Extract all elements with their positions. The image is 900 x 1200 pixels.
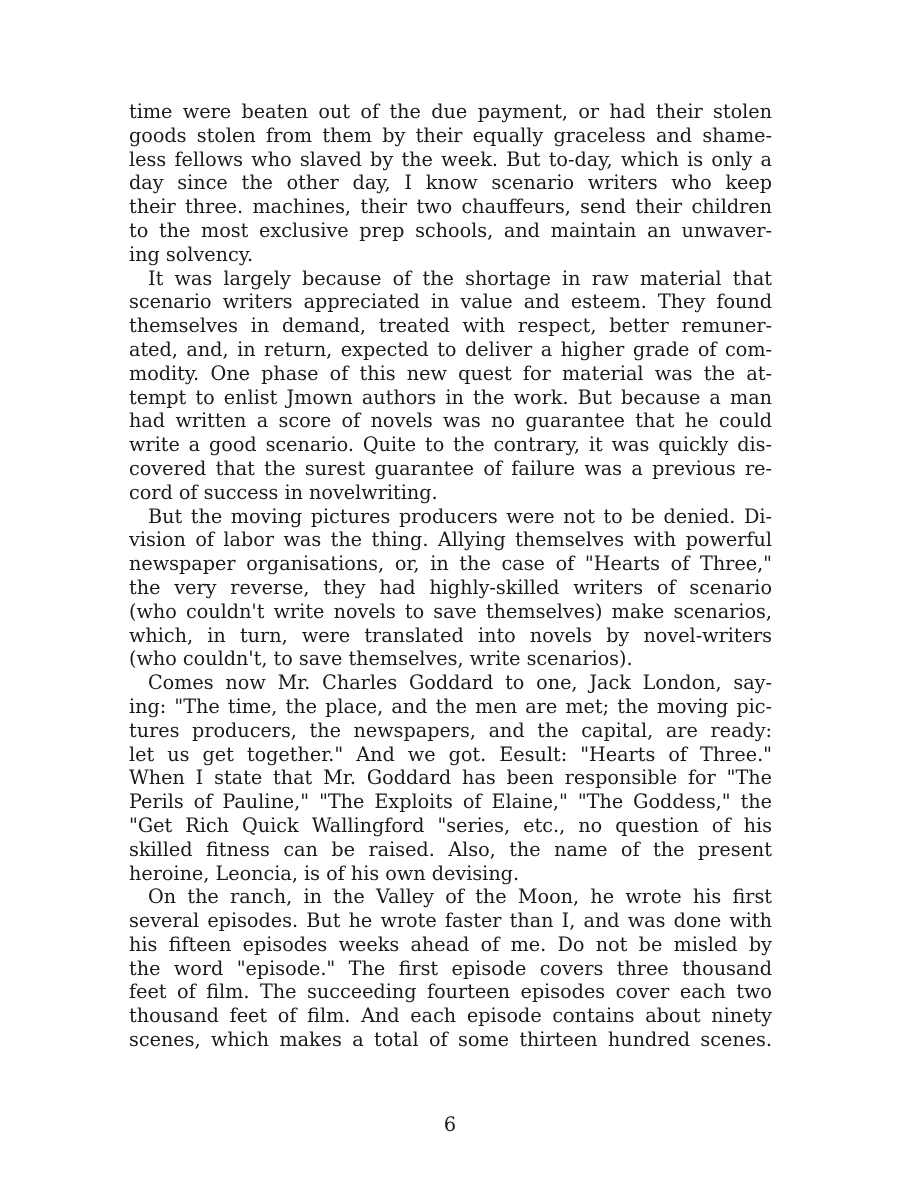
text-line: cord of success in novelwriting. [129,480,438,504]
text-line: (who couldn't write novels to save themselves) make scenarios, [129,599,772,623]
text-line: day since the other day, I know scenario writers who keep [129,171,772,195]
text-line: tures producers, the newspapers, and the capital, are ready: [129,718,772,742]
text-line: newspaper organisations, or, in the case of "Hearts of Three," [129,552,772,576]
text-line: skilled fitness can be raised. Also, the name of the present [129,837,772,861]
paragraph-4 [129,671,772,885]
text-line: heroine, Leoncia, is of his own devising. [129,861,520,885]
paragraph-3 [129,505,772,672]
text-line: Comes now Mr. Charles Goddard to one, Jack London, say- [148,671,772,695]
text-line: vision of labor was the thing. Allying themselves with powerful [129,528,772,552]
text-line: let us get together." And we got. Eesult: "Hearts of Three." [129,742,772,766]
paragraph-5 [129,885,772,1052]
text-line: write a good scenario. Quite to the contrary, it was quickly dis- [129,433,772,457]
text-line: covered that the surest guarantee of failure was a previous re- [129,456,772,480]
text-line: modity. One phase of this new quest for material was the at- [129,361,772,385]
paragraph-1 [129,100,772,267]
text-line: When I state that Mr. Goddard has been responsible for "The [129,766,772,790]
text-line: ing: "The time, the place, and the men are met; the moving pic- [129,694,772,718]
page-number: 6 [443,1113,457,1136]
text-line: time were beaten out of the due payment, or had their stolen [129,100,772,123]
text-line: (who couldn't, to save themselves, write scenarios). [129,647,633,671]
paragraph-2 [129,267,772,505]
text-line: themselves in demand, treated with respect, better remuner- [129,314,772,338]
text-line: "Get Rich Quick Wallingford "series, etc., no question of his [129,813,772,837]
text-line: several episodes. But he wrote faster than I, and was done with [129,909,772,933]
text-line: scenes, which makes a total of some thirteen hundred scenes. [129,1028,772,1052]
text-line: the very reverse, they had highly-skilled writers of scenario [129,575,772,599]
text-line: less fellows who slaved by the week. But to-day, which is only a [129,147,772,171]
text-line: It was largely because of the shortage in raw material that [148,266,772,290]
text-line: to the most exclusive prep schools, and maintain an unwaver- [129,218,772,242]
text-line: But the moving pictures producers were not to be denied. Di- [148,504,772,528]
text-line: had written a score of novels was no guarantee that he could [129,409,772,433]
text-line: feet of film. The succeeding fourteen episodes cover each two [129,980,772,1004]
text-line: On the ranch, in the Valley of the Moon, he wrote his first [148,885,772,909]
text-line: scenario writers appreciated in value and esteem. They found [129,290,772,314]
page-body [129,100,772,1052]
text-line: thousand feet of film. And each episode contains about ninety [129,1004,772,1028]
text-line: Perils of Pauline," "The Exploits of Elaine," "The Goddess," the [129,790,772,814]
text-line: his fifteen episodes weeks ahead of me. Do not be misled by [129,932,772,956]
text-line: ing solvency. [129,242,254,266]
text-line: tempt to enlist Jmown authors in the work. But because a man [129,385,772,409]
text-line: the word "episode." The first episode covers three thousand [129,956,772,980]
text-line: ated, and, in return, expected to deliver a higher grade of com- [129,337,772,361]
text-line: their three. machines, their two chauffeurs, send their children [129,195,772,219]
text-line: which, in turn, were translated into novels by novel-writers [129,623,772,647]
text-line: goods stolen from them by their equally graceless and shame- [129,123,772,147]
